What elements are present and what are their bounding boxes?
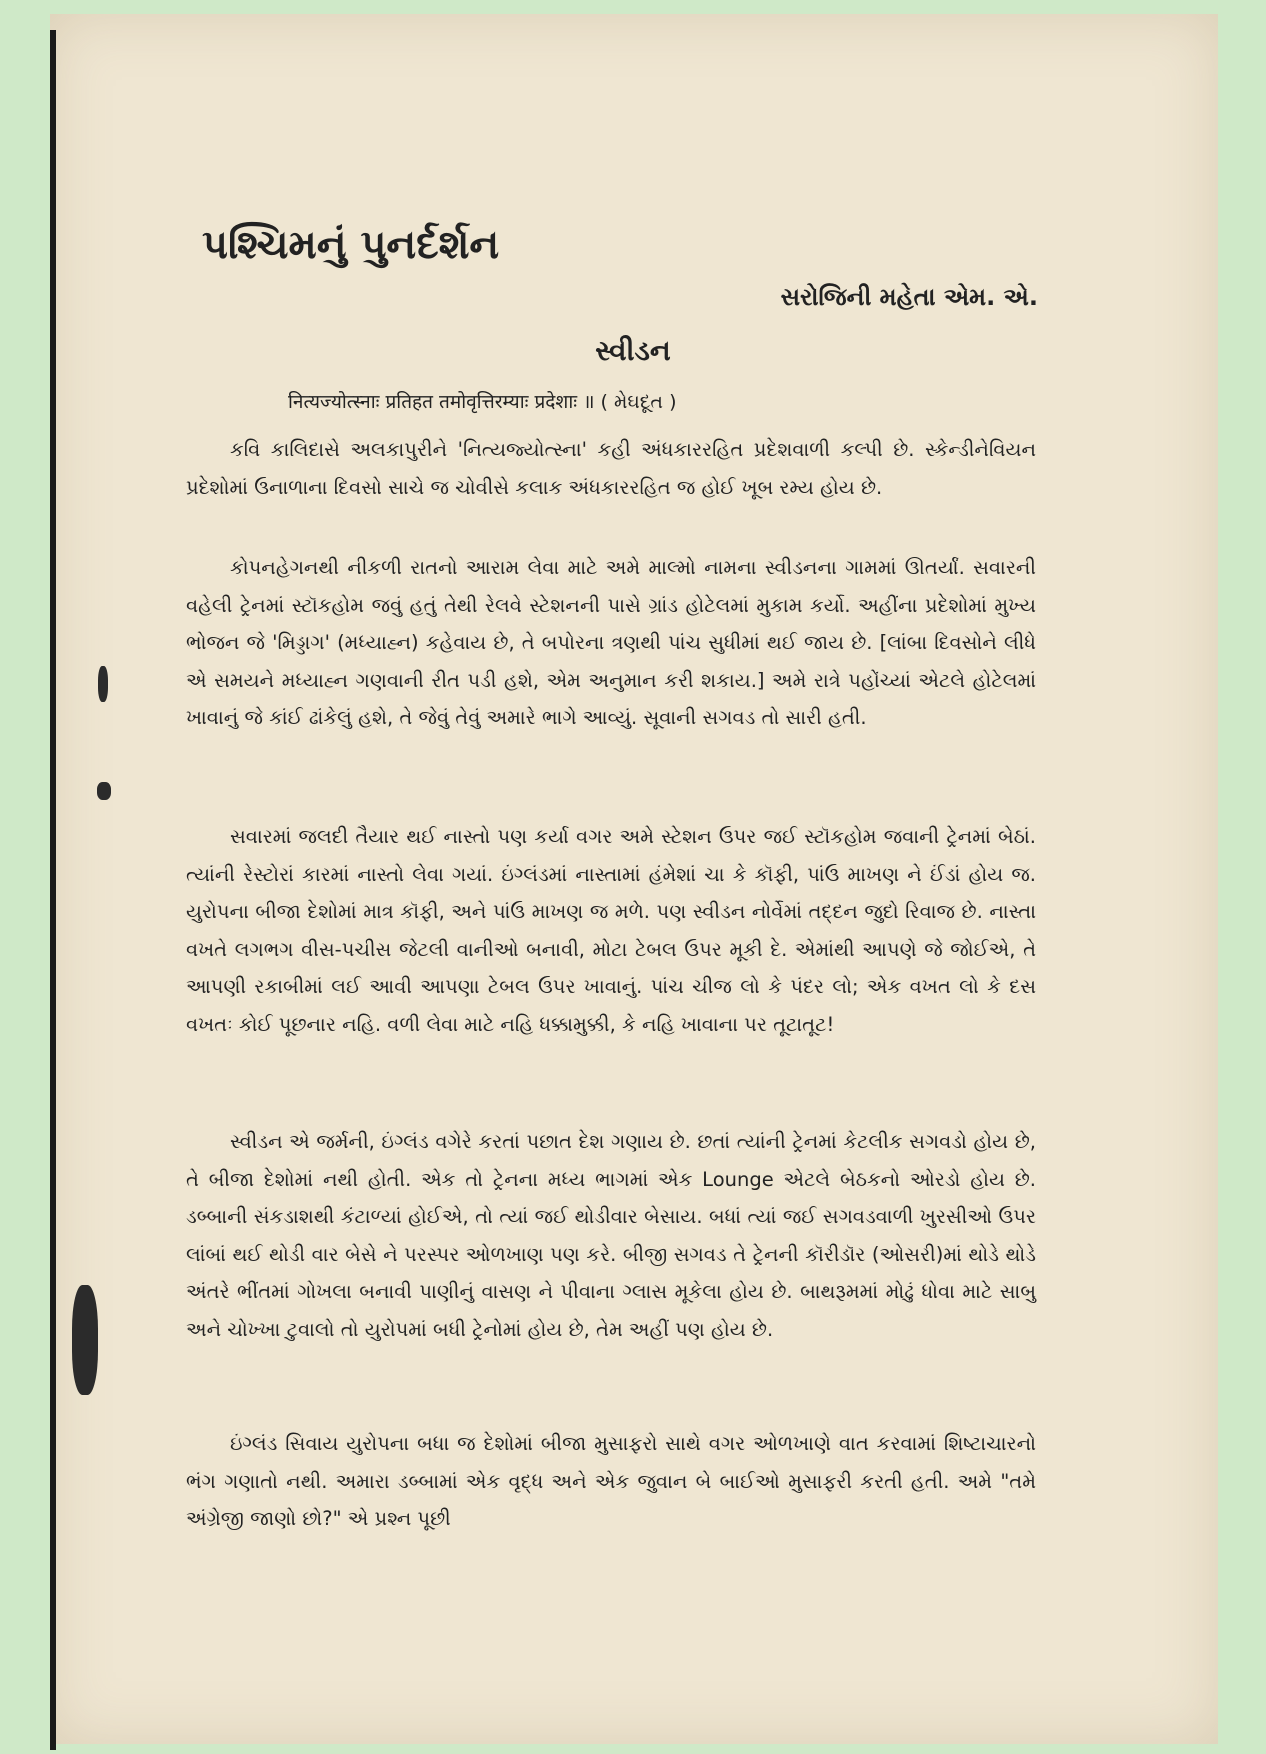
paragraph: સવારમાં જલદી તૈયાર થઈ નાસ્તો પણ કર્યા વગર અમે સ્ટેશન ઉપર જઈ સ્ટૉકહોમ જવાની ટ્રેનમાં બેઠાં. ત્યાંની રેસ્ટોરાં કારમાં નાસ્તો લેવા ગયાં. ઇંગ્લંડમાં નાસ્તામાં હંમેશાં ચા કે કૉફી, પાંઉ માખણ ને ઈંડાં હોય જ. યુરોપના બીજા દેશોમાં માત્ર કૉફી, અને પાંઉ માખણ જ મળે. પણ સ્વીડન નોર્વેમાં તદ્દન જુદો રિવાજ છે. નાસ્તા વખતે લગભગ વીસ-પચીસ જેટલી વાનીઓ બનાવી, મોટા ટેબલ ઉપર મૂકી દે. એમાંથી આપણે જે જોઈએ, તે આપણી રકાબીમાં લઈ આવી આપણા ટેબલ ઉપર ખાવાનું. પાંચ ચીજ લો કે પંદર લો; એક વખત લો કે દસ વખતઃ કોઈ પૂછનાર નહિ. વળી લેવા માટે નહિ ધક્કામુક્કી, કે નહિ ખાવાના પર તૂટાતૂટ!	[186, 825, 1036, 1036]
paragraph: સ્વીડન એ જર્મની, ઇંગ્લંડ વગેરે કરતાં પછાત દેશ ગણાય છે. છતાં ત્યાંની ટ્રેનમાં કેટલીક સગવડો હોય છે, તે બીજા દેશોમાં નથી હોતી. એક તો ટ્રેનના મધ્ય ભાગમાં એક Lounge એટલે બેઠકનો ઓરડો હોય છે. ડબ્બાની સંકડાશથી કંટાળ્યાં હોઈએ, તો ત્યાં જઈ થોડીવાર બેસાય. બધાં ત્યાં જઈ સગવડવાળી ખુરસીઓ ઉપર લાંબાં થઈ થોડી વાર બેસે ને પરસ્પર ઓળખાણ પણ કરે. બીજી સગવડ તે ટ્રેનની કૉરીડૉર (ઓસરી)માં થોડે થોડે અંતરે ભીંતમાં ગોખલા બનાવી પાણીનું વાસણ ને પીવાના ગ્લાસ મૂકેલા હોય છે. બાથરૂમમાં મોઢું ધોવા માટે સાબુ અને ચોખ્ખા ટુવાલો તો યુરોપમાં બધી ટ્રેનોમાં હોય છે, તેમ અહીં પણ હોય છે.	[186, 1130, 1036, 1341]
paragraph: કોપનહેગનથી નીકળી રાતનો આરામ લેવા માટે અમે માલ્મો નામના સ્વીડનના ગામમાં ઊતર્યાં. સવારની વહેલી ટ્રેનમાં સ્ટૉકહોમ જવું હતું તેથી રેલવે સ્ટેશનની પાસે ગ્રાંડ હોટેલમાં મુકામ કર્યો. અહીંના પ્રદેશોમાં મુખ્ય ભોજન જે 'મિડ્ડાગ' (મધ્યાહ્ન) કહેવાય છે, તે બપોરના ત્રણથી પાંચ સુધીમાં થઈ જાય છે. [લાંબા દિવસોને લીધે એ સમયને મધ્યાહ્ન ગણવાની રીત પડી હશે, એમ અનુમાન કરી શકાય.] અમે રાત્રે પહોંચ્યાં એટલે હોટેલમાં ખાવાનું જે કાંઈ ઢાંકેલું હશે, તે જેવું તેવું અમારે ભાગે આવ્યું. સૂવાની સગવડ તો સારી હતી.	[186, 556, 1036, 729]
section-title: સ્વીડન	[595, 334, 671, 367]
paragraph-block	[186, 1425, 1036, 1538]
ink-blot	[98, 666, 108, 702]
paragraph-block	[186, 818, 1036, 1043]
author-line: સરોજિની મહેતા એમ. એ.	[780, 283, 1038, 311]
ink-blot	[97, 782, 111, 800]
binding-edge	[50, 30, 56, 1750]
article-title: પશ્ચિમનું પુનર્દર્શન	[202, 222, 500, 268]
ink-blot	[72, 1285, 98, 1395]
paragraph: ઇંગ્લંડ સિવાય યુરોપના બધા જ દેશોમાં બીજા મુસાફરો સાથે વગર ઓળખાણે વાત કરવામાં શિષ્ટાચારનો ભંગ ગણાતો નથી. અમારા ડબ્બામાં એક વૃદ્ધ અને એક જુવાન બે બાઈઓ મુસાફરી કરતી હતી. અમે "તમે અંગ્રેજી જાણો છો?" એ પ્રશ્ન પૂછી	[186, 1432, 1036, 1530]
paragraph-block	[186, 549, 1036, 737]
paragraph-block	[186, 431, 1036, 506]
epigraph: नित्यज्योत्स्नाः प्रतिहत तमोवृत्तिरम्याः प्रदेशाः ॥ ( મેઘદૂત )	[288, 391, 677, 413]
paragraph-block	[186, 1123, 1036, 1348]
paragraph: કવિ કાલિદાસે અલકાપુરીને 'નિત્યજ્યોત્સ્ના' કહી અંધકારરહિત પ્રદેશવાળી કલ્પી છે. સ્કેન્ડીનેવિયન પ્રદેશોમાં ઉનાળાના દિવસો સાચે જ ચોવીસે કલાક અંધકારરહિત જ હોઈ ખૂબ રમ્ય હોય છે.	[186, 438, 1036, 499]
